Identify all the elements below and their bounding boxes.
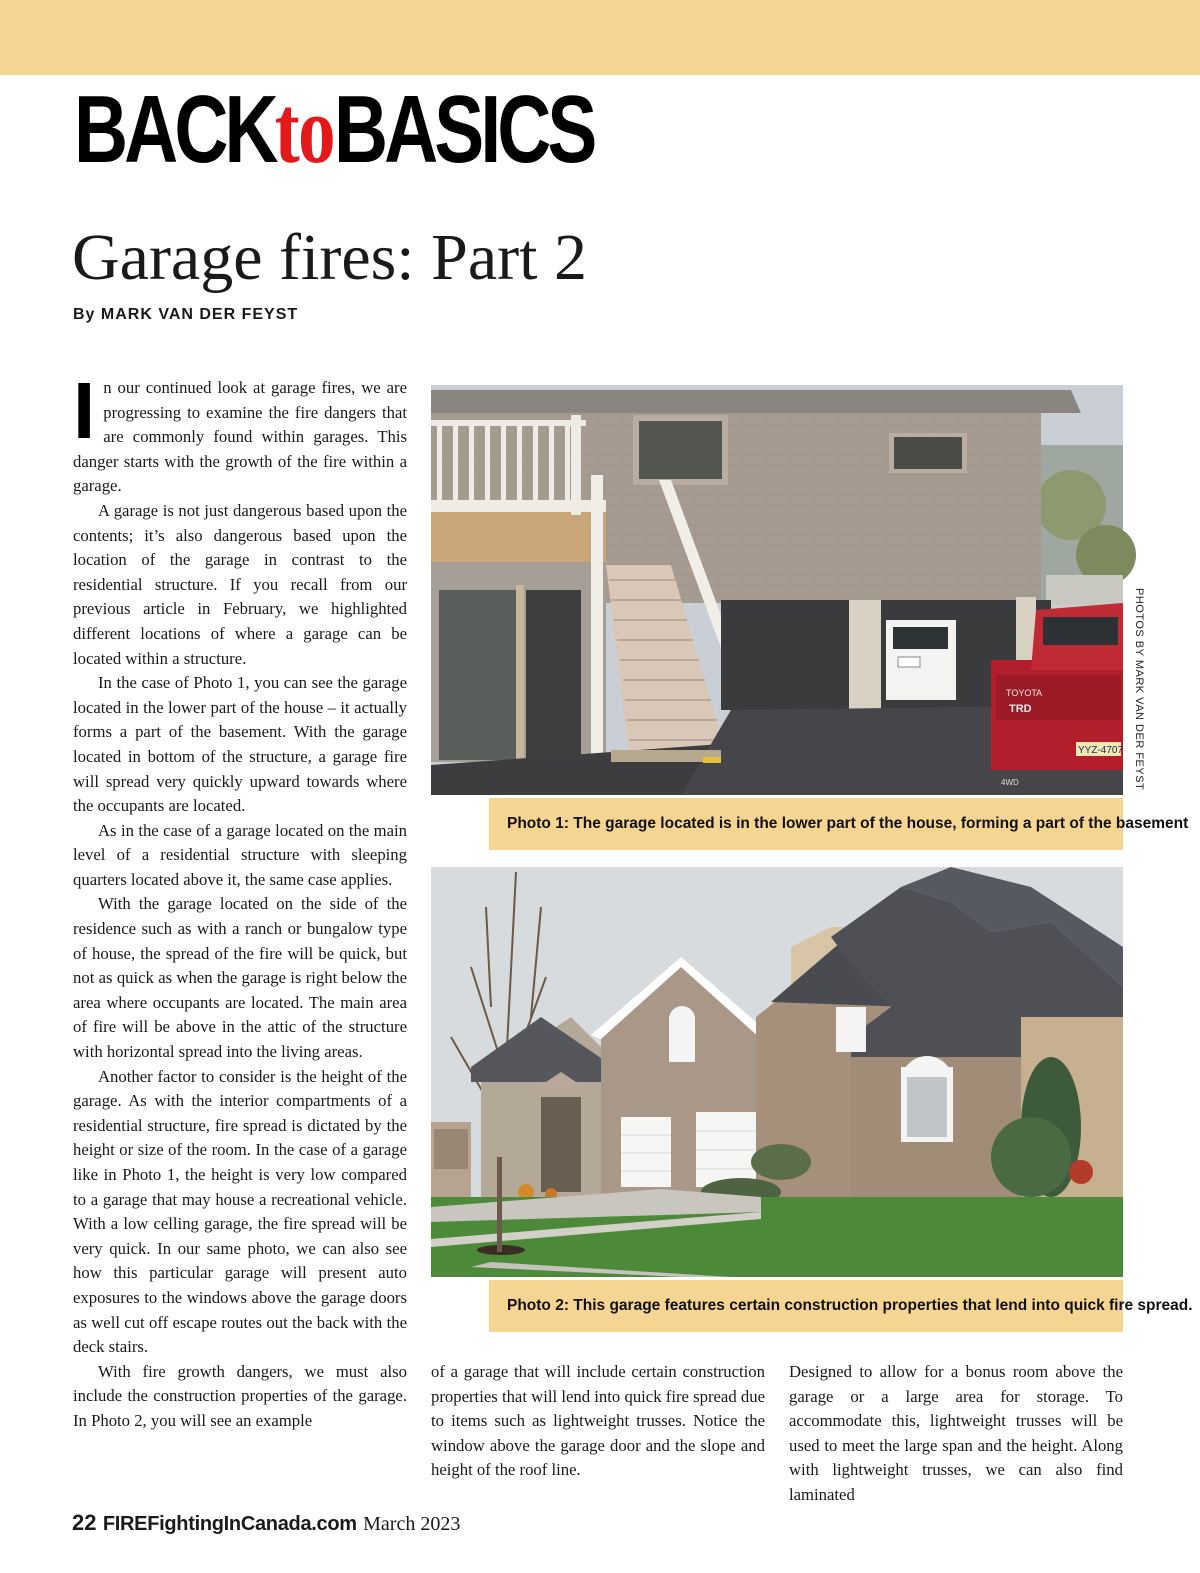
footer-date: March 2023 xyxy=(363,1513,461,1535)
masthead-to: to xyxy=(274,76,334,183)
footer-site: FIREFightingInCanada.com xyxy=(102,1513,357,1535)
photo-2-caption: Photo 2: This garage features certain construction properties that lend into quick fire spread. xyxy=(489,1280,1123,1332)
truck-plate: YYZ-4707 xyxy=(1078,745,1124,756)
page-footer xyxy=(72,1510,460,1537)
paragraph-2: A garage is not just dangerous based upon the contents; it’s also dangerous based upon the location of the garage in contrast to the residential structure. If you recall from our previous article in February, we highlighted different locations of where a garage can be located within a structure. xyxy=(73,500,407,668)
paragraph-1-text: n our continued look at garage fires, we are progressing to examine the fire dangers that are commonly found within garages. This danger starts with the growth of the fire within a garage. xyxy=(73,378,407,496)
page-number: 22 xyxy=(72,1510,97,1535)
article-title: Garage fires: Part 2 xyxy=(72,221,587,294)
masthead-basics: BASICS xyxy=(333,76,594,183)
article-column-1 xyxy=(73,366,407,1434)
photo-credit: PHOTOS BY MARK VAN DER FEYST xyxy=(1133,588,1145,791)
photo-1 xyxy=(431,385,1123,795)
truck-drive: 4WD xyxy=(1001,778,1019,787)
paragraph-7: With fire growth dangers, we must also include the construction properties of the garage. In Photo 2, you will see an example xyxy=(73,1361,407,1430)
article-column-3 xyxy=(789,1360,1123,1508)
article-column-2 xyxy=(431,1360,765,1483)
paragraph-5: With the garage located on the side of the residence such as with a ranch or bungalow type of house, the spread of the fire will be quick, but not as quick as when the garage is right below the area where occupants are located. The main area of fire will be above in the attic of the structure with horizontal spread into the living areas. xyxy=(73,894,407,1062)
drop-cap: I xyxy=(73,366,96,455)
header-accent-band xyxy=(0,0,1200,75)
paragraph-3: In the case of Photo 1, you can see the garage located in the lower part of the house – it actually forms a part of the basement. With the garage located in bottom of the structure, a garage fire will spread very quickly upward towards where the occupants are located. xyxy=(73,673,407,816)
masthead-back: BACK xyxy=(74,76,275,183)
paragraph-6: Another factor to consider is the height of the garage. As with the interior compartments of a residential structure, fire spread is dictated by the height or size of the room. In the case of a garage like in Photo 1, the height is very low compared to a garage that may house a recreational vehicle. With a low celling garage, the fire spread will be very quick. In our same photo, we can also see how this particular garage will present auto exposures to the windows above the garage doors as well cut off escape routes out the back with the deck stairs. xyxy=(73,1066,407,1357)
section-masthead xyxy=(74,76,594,183)
photo-2 xyxy=(431,867,1123,1277)
paragraph-1 xyxy=(73,366,407,499)
photo-1-caption: Photo 1: The garage located is in the lower part of the house, forming a part of the basement xyxy=(489,798,1123,850)
column-2-text: of a garage that will include certain construction properties that will lend into quick fire spread due to items such as lightweight trusses. Notice the window above the garage door and the slope and height of the roof line. xyxy=(431,1362,765,1480)
truck-badge: TRD xyxy=(1009,703,1032,715)
truck-brand: TOYOTA xyxy=(1006,688,1043,698)
paragraph-4: As in the case of a garage located on the main level of a residential structure with sleeping quarters located above it, the same case applies. xyxy=(73,820,407,889)
column-3-text: Designed to allow for a bonus room above the garage or a large area for storage. To accommodate this, lightweight trusses will be used to meet the large span and the height. Along with lightweight trusses, we can also find laminated xyxy=(789,1362,1123,1504)
article-byline: By MARK VAN DER FEYST xyxy=(73,306,299,323)
